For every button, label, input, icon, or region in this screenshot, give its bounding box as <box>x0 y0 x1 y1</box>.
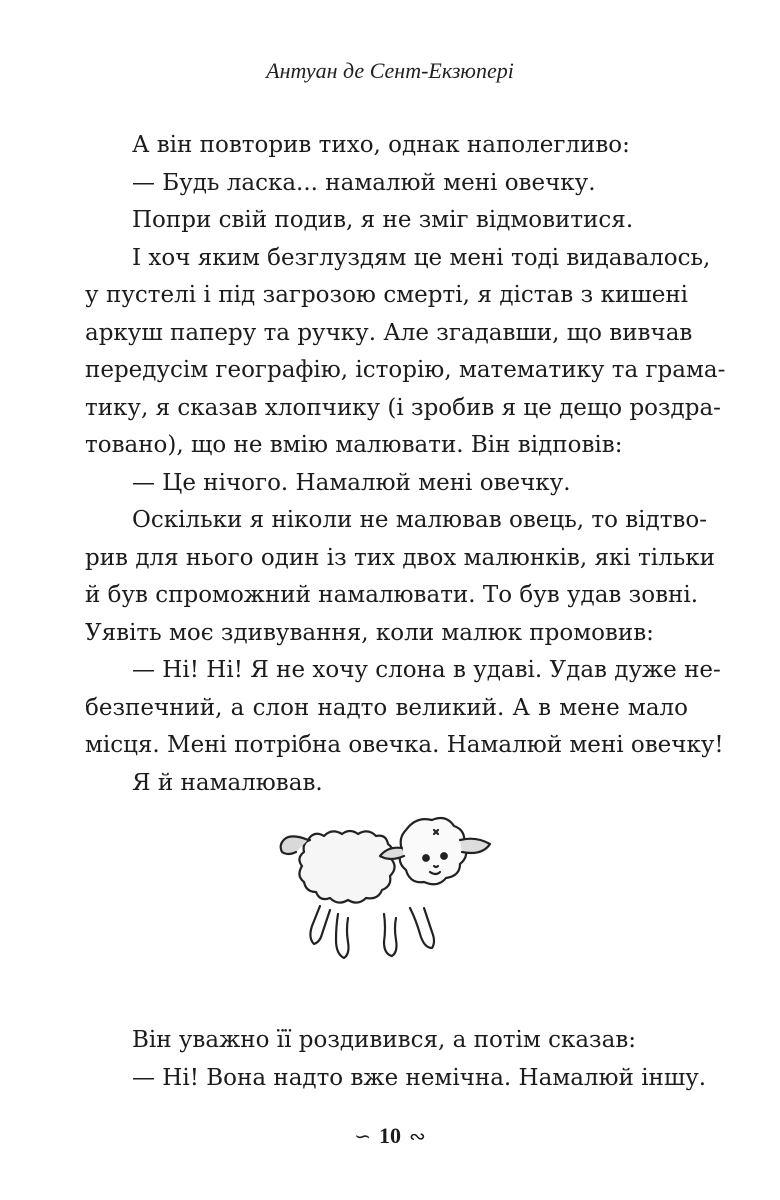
text-line: Уявіть моє здивування, коли малюк промовив: <box>85 619 654 646</box>
text-line: І хоч яким безглуздям це мені тоді видавалось, <box>132 244 711 271</box>
text-line: безпечний, а слон надто великий. А в мене мало <box>85 694 688 721</box>
text-line: рив для нього один із тих двох малюнків, які тільки <box>85 544 715 571</box>
body-text-bottom <box>132 1022 707 1097</box>
text-line: передусім географію, історію, математику та грама- <box>85 357 726 383</box>
text-line: — Ні! Вона надто вже немічна. Намалюй іншу. <box>132 1064 707 1091</box>
page-number: 10 <box>379 1123 401 1148</box>
text-line: А він повторив тихо, однак наполегливо: <box>132 132 630 158</box>
text-line: тику, я сказав хлопчику (і зробив я це дещо роздра- <box>85 394 721 421</box>
text-line: аркуш паперу та ручку. Але згадавши, що вивчав <box>85 319 693 346</box>
body-text-top <box>85 127 726 802</box>
ornament-right-icon: ∾ <box>409 1126 426 1148</box>
running-header: Антуан де Сент-Екзюпері <box>266 58 514 83</box>
sheep-illustration <box>268 810 500 980</box>
text-line: Оскільки я ніколи не малював овець, то відтво- <box>132 507 707 533</box>
text-line: у пустелі і під загрозою смерті, я дістав з кишені <box>85 282 688 308</box>
text-line: Він уважно її роздивився, а потім сказав: <box>132 1027 637 1053</box>
text-line: — Це нічого. Намалюй мені овечку. <box>132 469 571 496</box>
ornament-left-icon: ∽ <box>354 1126 371 1148</box>
text-line: Попри свій подив, я не зміг відмовитися. <box>132 207 634 233</box>
page-footer <box>0 1123 780 1149</box>
text-line: місця. Мені потрібна овечка. Намалюй мені овечку! <box>85 732 724 758</box>
text-line: й був спроможний намалювати. То був удав зовні. <box>85 582 699 608</box>
text-line: — Будь ласка... намалюй мені овечку. <box>132 169 596 196</box>
text-line: товано), що не вмію малювати. Він відповів: <box>85 432 623 458</box>
text-line: — Ні! Ні! Я не хочу слона в удаві. Удав дуже не- <box>132 657 721 683</box>
text-line: Я й намалював. <box>132 769 323 796</box>
